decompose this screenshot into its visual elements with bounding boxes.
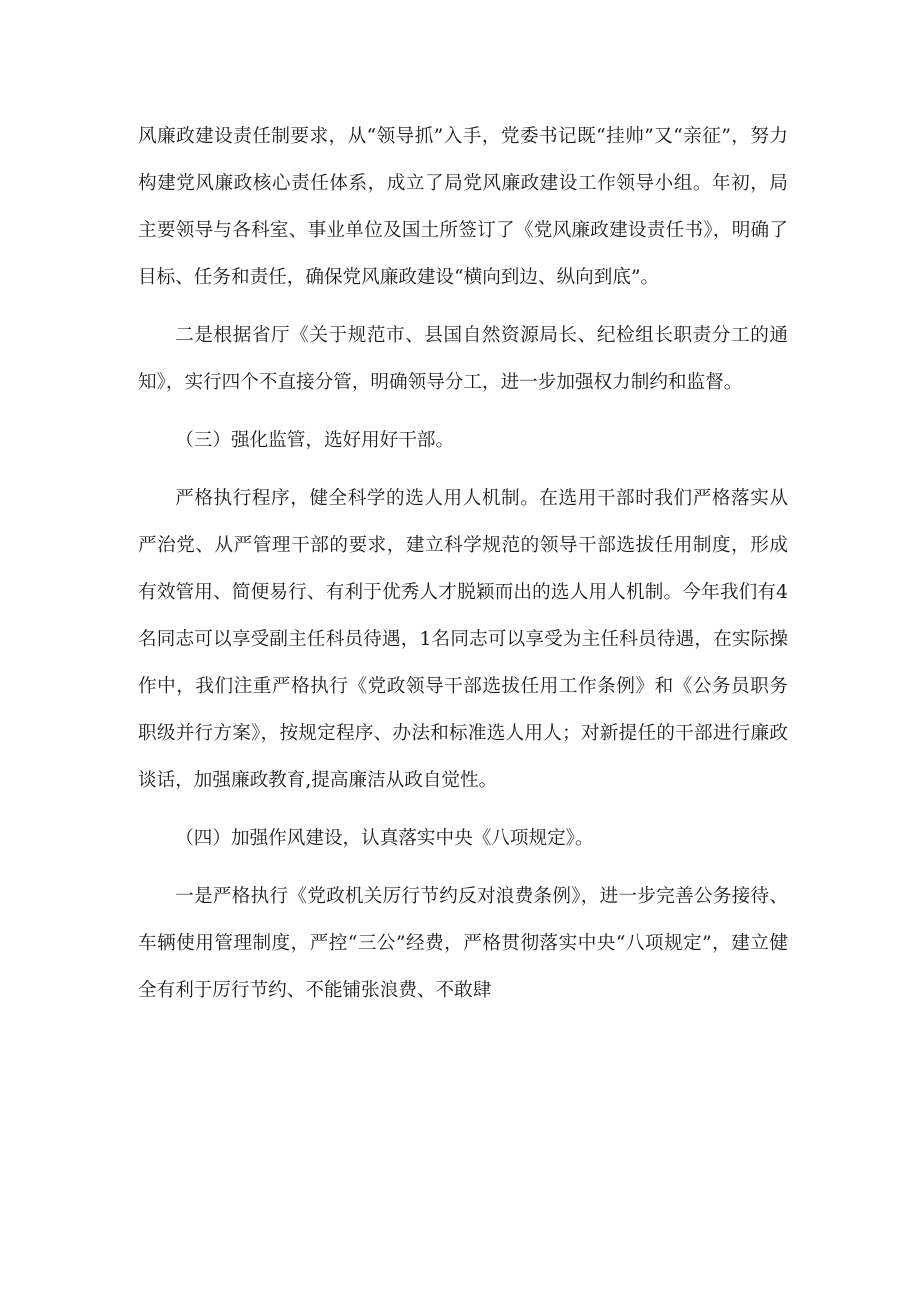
section-heading-4: （四）加强作风建设，认真落实中央《八项规定》。: [175, 828, 594, 849]
paragraph-continuation: 风廉政建设责任制要求，从“领导抓”入手，党委书记既“挂帅”又“亲征”，努力构建党风廉政核心责任体系，成立了局党风廉政建设工作领导小组。年初，局主要领导与各科室、事业单位及国土所签订了《党风廉政建设责任书》，明确了目标、任务和责任，确保党风廉政建设“横向到边、纵向到底”。: [138, 126, 788, 288]
paragraph-frugality: 一是严格执行《党政机关厉行节约反对浪费条例》，进一步完善公务接待、车辆使用管理制度，严控“三公”经费，严格贯彻落实中央“八项规定”，建立健全有利于厉行节约、不能铺张浪费、不敢肆: [138, 886, 788, 1001]
paragraph-cadre-selection: 严格执行程序，健全科学的选人用人机制。在选用干部时我们严格落实从严治党、从严管理干部的要求，建立科学规范的领导干部选拔任用制度，形成有效管用、简便易行、有利于优秀人才脱颖而出的选人用人机制。今年我们有4名同志可以享受副主任科员待遇，1名同志可以享受为主任科员待遇，在实际操作中，我们注重严格执行《党政领导干部选拔任用工作条例》和《公务员职务职级并行方案》，按规定程序、办法和标准选人用人；对新提任的干部进行廉政谈话，加强廉政教育,提高廉洁从政自觉性。: [138, 488, 788, 791]
section-heading-3: （三）强化监管，选好用好干部。: [175, 430, 455, 451]
paragraph-division-of-duties: 二是根据省厅《关于规范市、县国自然资源局长、纪检组长职责分工的通知》，实行四个不直接分管，明确领导分工，进一步加强权力制约和监督。: [138, 325, 788, 393]
document-body: [138, 113, 788, 1025]
